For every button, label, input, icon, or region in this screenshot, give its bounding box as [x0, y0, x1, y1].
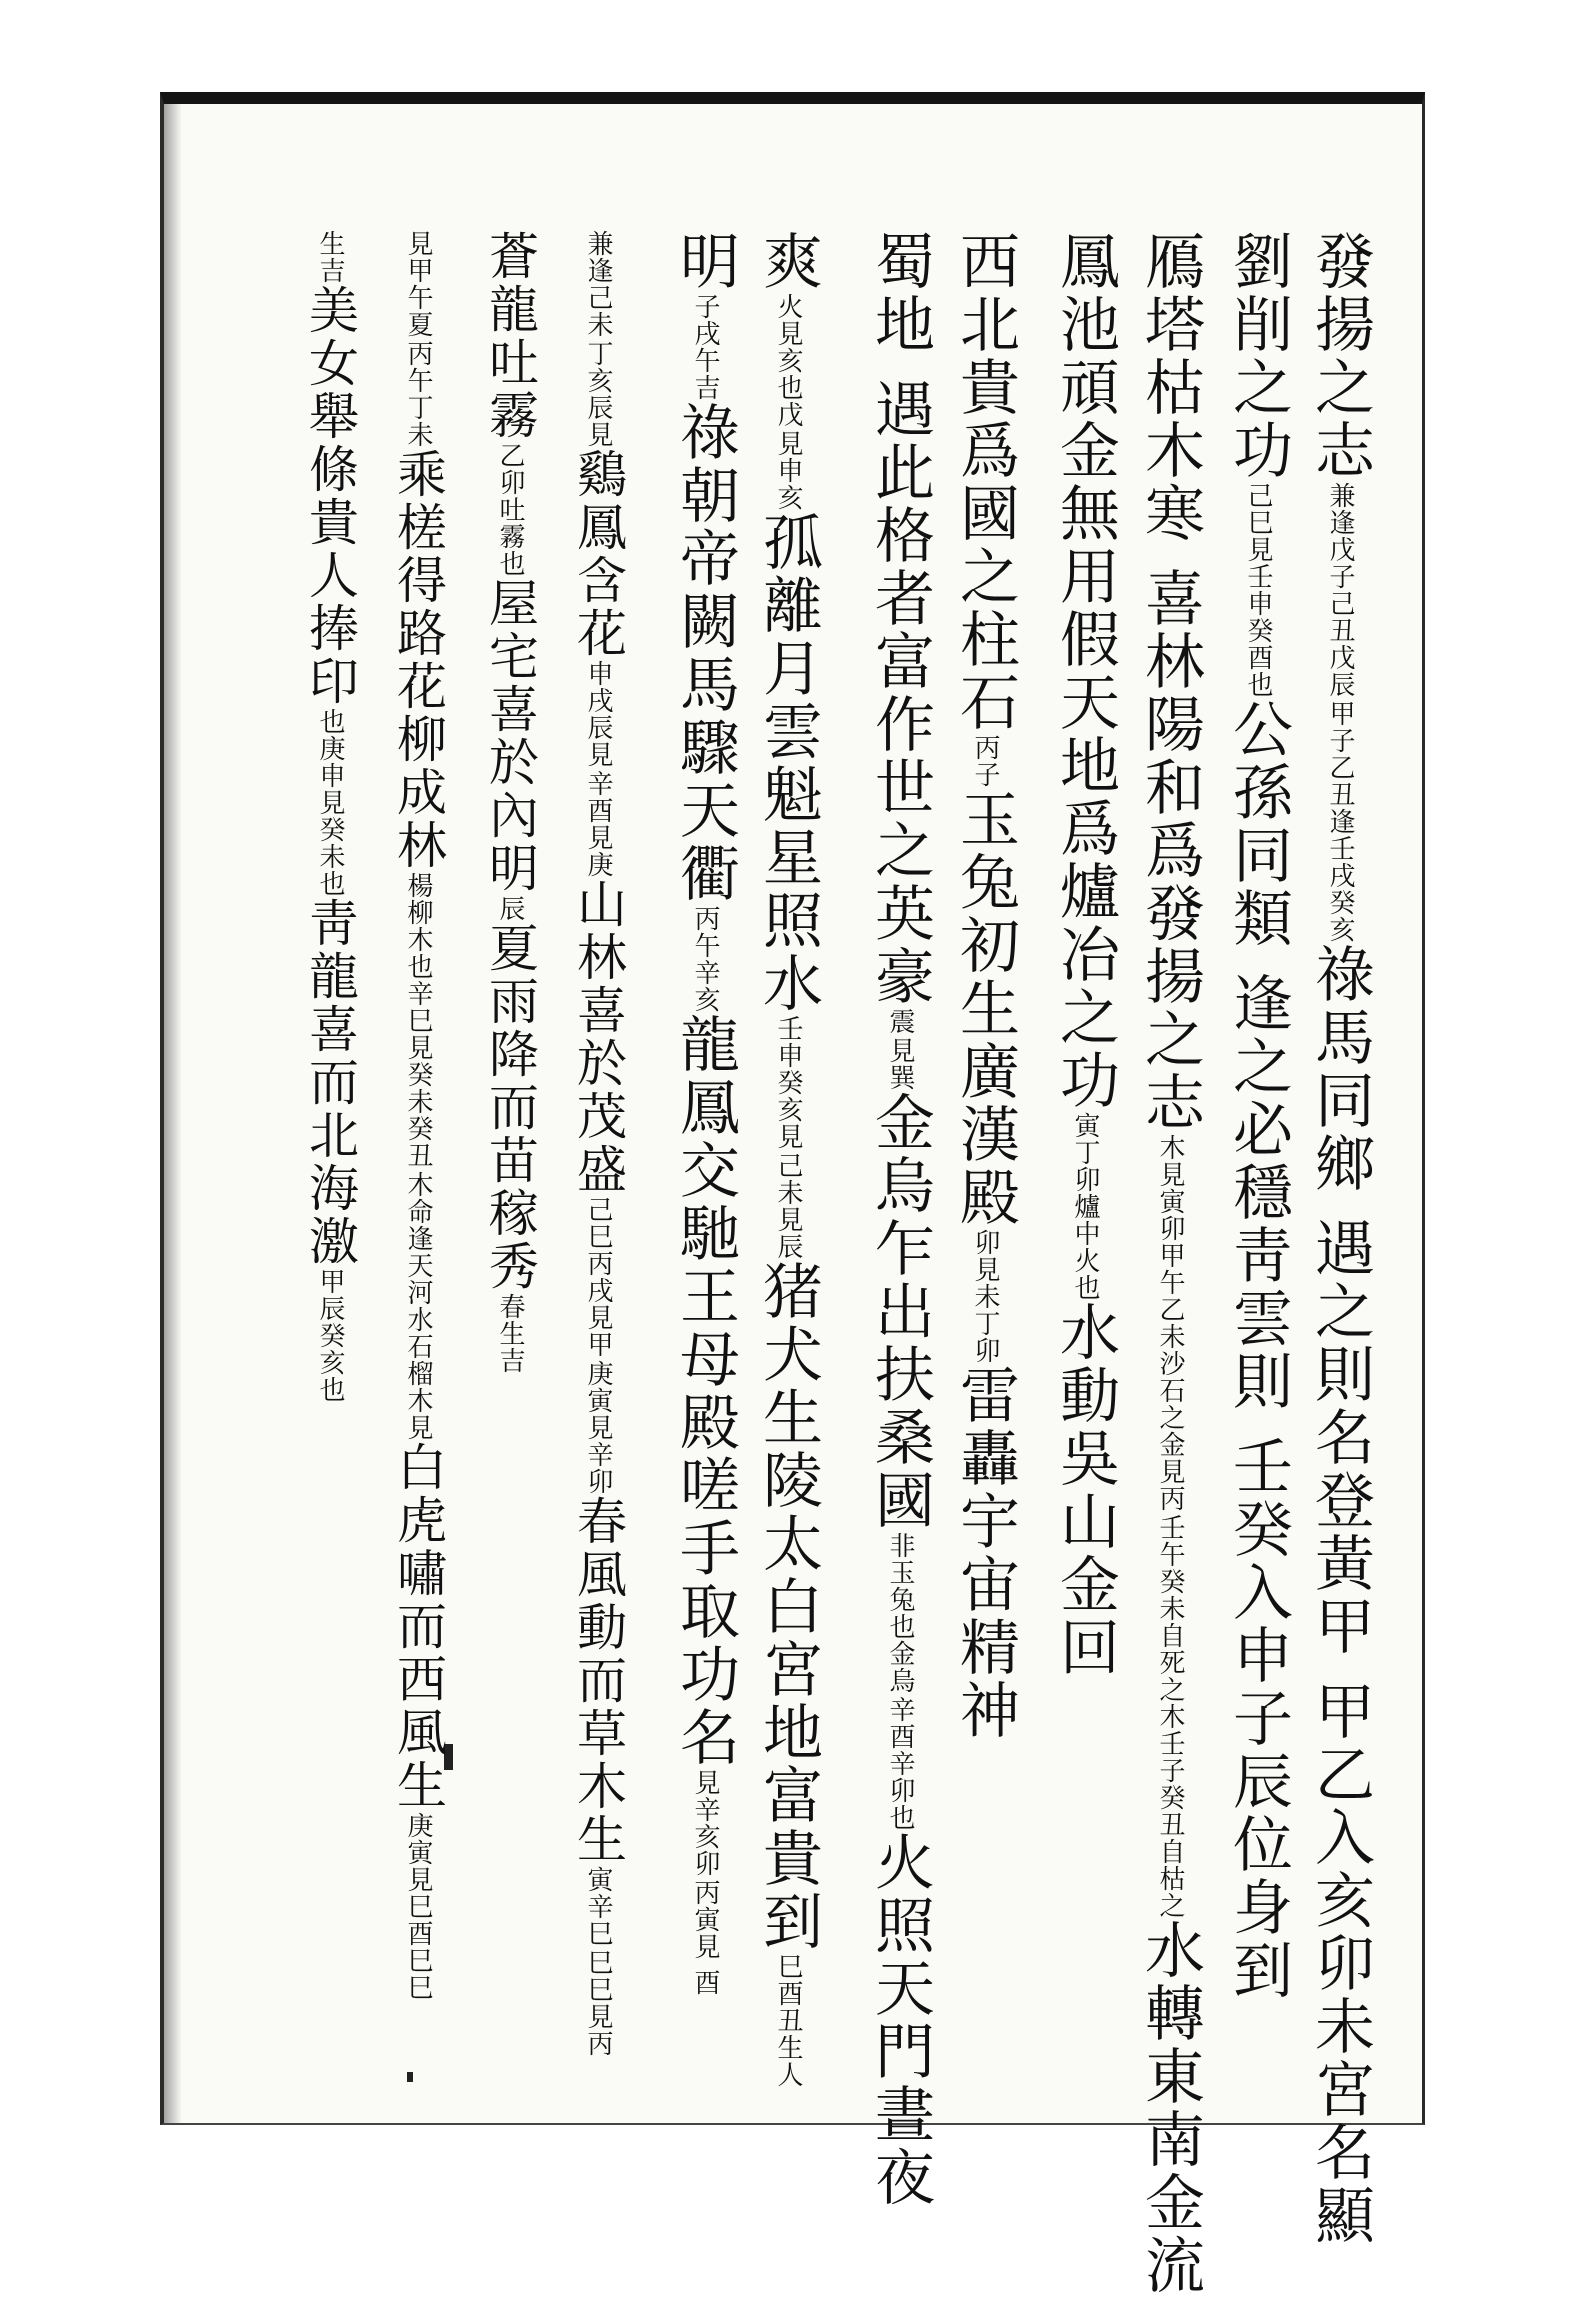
- main-text: 屋宅喜於內明: [481, 577, 539, 895]
- annotation-line: 己巳丙戌見甲: [583, 1196, 613, 1358]
- annotation-line: 壬午癸未自死之木壬子癸丑自枯之: [1155, 1514, 1185, 1920]
- annotation-group: [405, 872, 431, 1441]
- annotation-group: [1072, 1112, 1098, 1301]
- main-text: 西北: [950, 230, 1020, 356]
- annotation-line: 楊柳木也辛巳見癸未癸丑: [403, 872, 433, 1169]
- ink-speck: [407, 2072, 413, 2082]
- annotation-line: 見申亥: [773, 430, 803, 511]
- main-text: 爽: [753, 230, 823, 293]
- annotation-group: [317, 1268, 343, 1403]
- annotation-line: 甲辰癸亥也: [315, 1268, 345, 1403]
- annotation-line: 丙子: [970, 734, 1000, 788]
- annotation-group: [887, 1008, 913, 1091]
- main-text: 發揚之志: [1305, 230, 1375, 482]
- annotation-group: [317, 708, 343, 897]
- annotation-line: 壬申癸亥見: [773, 1015, 803, 1150]
- annotation-group: [887, 1532, 913, 1831]
- main-text: 白虎嘯而西風生: [389, 1441, 447, 1812]
- text-column-11: [389, 230, 447, 2001]
- main-text: 山林喜於茂盛: [569, 878, 627, 1196]
- text-column-5: [950, 230, 1020, 1742]
- annotation-line: 子戌午吉: [690, 293, 720, 401]
- annotation-line: 辛酉辛卯也: [885, 1696, 915, 1832]
- annotation-line: 巳巳見丙: [583, 1949, 613, 2057]
- annotation-group: [585, 230, 611, 448]
- main-text: 鴈塔: [1135, 230, 1205, 356]
- annotation-group: [497, 442, 523, 577]
- annotation-group: [1157, 1134, 1183, 1919]
- annotation-group: [497, 1293, 523, 1374]
- annotation-line: 見辛亥卯: [690, 1769, 720, 1877]
- annotation-group: [585, 1196, 611, 1495]
- main-text: 嗟手取功名: [670, 1454, 740, 1769]
- annotation-line: 火見亥也戊: [773, 293, 803, 428]
- main-text: 美女舉條貴人捧印: [301, 284, 359, 708]
- main-text: 枯木寒 喜林陽和爲發揚之志: [1135, 356, 1205, 1135]
- annotation-line: 寅辛巳: [583, 1866, 613, 1947]
- annotation-line: 震: [885, 1008, 915, 1036]
- annotation-line: 庚寅見辛卯: [583, 1360, 613, 1495]
- main-text: 劉削之功: [1223, 230, 1293, 482]
- main-text: 火照天門晝夜: [865, 1831, 935, 2210]
- annotation-line: 兼逢戊子己丑戊辰: [1325, 482, 1355, 698]
- annotation-line: 辛酉見庚: [583, 770, 613, 878]
- annotation-line: 非玉兔也金烏: [885, 1532, 915, 1695]
- annotation-line: 巳酉丑生人: [773, 1953, 803, 2088]
- main-text: 靑龍喜而北海激: [301, 897, 359, 1268]
- annotation-line: 丙午丁未: [403, 340, 433, 448]
- annotation-line: 甲子乙丑逢壬戌癸亥: [1325, 700, 1355, 943]
- main-text: 金烏乍出扶桑國: [865, 1091, 935, 1533]
- text-column-3: [1135, 230, 1205, 2297]
- main-text: 龍鳳交馳王母殿: [670, 1013, 740, 1454]
- main-text: 孤離月雲魁星照水: [753, 511, 823, 1015]
- main-text: 猪犬生陵太白宮: [753, 1260, 823, 1701]
- annotation-line: 丁亥辰見: [583, 340, 613, 448]
- annotation-group: [692, 293, 718, 401]
- text-column-8: [670, 230, 740, 1997]
- main-text: 明: [670, 230, 740, 293]
- annotation-line: 卯見未丁卯: [970, 1229, 1000, 1364]
- main-text: 祿朝帝闕馬驟天衢: [670, 401, 740, 905]
- annotation-group: [775, 293, 801, 511]
- annotation-line: 兼逢己未: [583, 230, 613, 338]
- annotation-group: [1245, 482, 1271, 698]
- annotation-line: 庚寅見巳酉巳巳: [403, 1812, 433, 2001]
- text-column-9: [569, 230, 627, 2057]
- annotation-group: [692, 1769, 718, 1996]
- main-text: 鷄鳳含花: [569, 448, 627, 660]
- annotation-group: [775, 1953, 801, 2088]
- annotation-line: 見甲午夏: [403, 230, 433, 338]
- main-text: 鳳池: [1050, 230, 1120, 356]
- main-text: 玉兔初生廣漢殿: [950, 788, 1020, 1229]
- annotation-group: [692, 905, 718, 1013]
- main-text: 頑金無用假天地爲爐冶之功: [1050, 356, 1120, 1112]
- annotation-line: 木見寅卯甲午乙未沙石之金見丙: [1155, 1134, 1185, 1513]
- main-text: 公孫同類 逢之必穩靑雲則 壬癸入申子辰位身到: [1223, 698, 1293, 2003]
- annotation-group: [317, 230, 343, 284]
- main-text: 春風動而草木生: [569, 1495, 627, 1866]
- text-column-12: [301, 230, 359, 1403]
- annotation-line: 己巳見壬申癸酉也: [1243, 482, 1273, 698]
- annotation-line: 也庚申見癸未也: [315, 708, 345, 897]
- text-column-7: [753, 230, 823, 2088]
- text-column-4: [1050, 230, 1120, 1679]
- annotation-line: 春生吉: [495, 1293, 525, 1374]
- annotation-group: [972, 1229, 998, 1364]
- annotation-line: 丙寅見 酉: [690, 1879, 720, 1997]
- main-text: 乘槎得路花柳成林: [389, 448, 447, 872]
- text-column-2: [1223, 230, 1293, 2003]
- annotation-line: 辰: [495, 895, 525, 922]
- annotation-line: 寅丁卯爐中火也: [1070, 1112, 1100, 1301]
- annotation-group: [972, 734, 998, 788]
- annotation-group: [585, 1866, 611, 2057]
- main-text: 蒼龍吐霧: [481, 230, 539, 442]
- main-text: 夏雨降而苗稼秀: [481, 922, 539, 1293]
- annotation-group: [585, 660, 611, 878]
- main-text: 水轉東南金流: [1135, 1919, 1205, 2297]
- annotation-line: 生吉: [315, 230, 345, 284]
- main-text: 雷轟宇宙精神: [950, 1364, 1020, 1742]
- annotation-line: 木命逢天河水石榴木見: [403, 1171, 433, 1441]
- text-column-1: [1305, 230, 1375, 2248]
- annotation-line: 己未見辰: [773, 1152, 803, 1260]
- annotation-line: 乙卯吐霧也: [495, 442, 525, 577]
- main-text: 貴爲國之柱石: [950, 356, 1020, 734]
- main-text: 水動吳山金回: [1050, 1301, 1120, 1679]
- annotation-line: 見巽: [885, 1037, 915, 1092]
- annotation-group: [497, 895, 523, 922]
- annotation-line: 丙午辛亥: [690, 905, 720, 1013]
- text-column-6: [865, 230, 935, 2210]
- annotation-group: [775, 1015, 801, 1260]
- text-column-10: [481, 230, 539, 1374]
- annotation-group: [405, 1812, 431, 2001]
- annotation-group: [405, 230, 431, 448]
- main-text: 地富貴到: [753, 1701, 823, 1953]
- main-text: 祿馬同鄉 遇之則名登黃甲 甲乙入亥卯未宮名顯: [1305, 943, 1375, 2248]
- main-text: 富作世之英豪: [865, 630, 935, 1009]
- annotation-line: 申戌辰見: [583, 660, 613, 768]
- annotation-group: [1327, 482, 1353, 943]
- main-text: 蜀地 遇此格者: [865, 230, 935, 631]
